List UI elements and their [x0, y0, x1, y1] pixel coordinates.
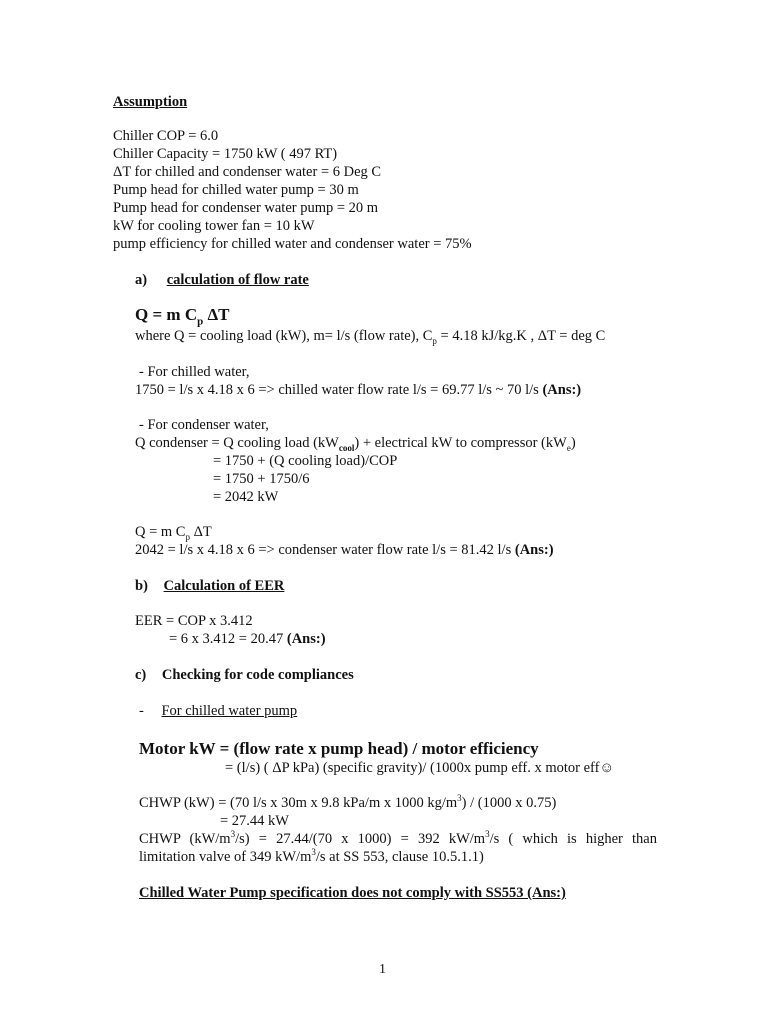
flow-formula: Q = m $C_p$ ΔT: [135, 305, 230, 328]
condenser-step: = 1750 + (Q cooling load)/COP: [213, 453, 398, 469]
section-b-heading: [135, 578, 284, 595]
section-c-heading: [135, 667, 354, 684]
assumption-line: Pump head for condenser water pump = 20 m: [113, 200, 379, 216]
assumption-line: pump efficiency for chilled water and condenser water = 75%: [113, 236, 472, 252]
assumption-line: kW for cooling tower fan = 10 kW: [113, 218, 315, 234]
chilled-water-label: - For chilled water,: [139, 364, 250, 380]
chilled-water-calc: 1750 = l/s x 4.18 x 6 => chilled water flow rate l/s = 69.77 l/s ~ 70 l/s (Ans:): [135, 382, 582, 398]
condenser-water-label: - For condenser water,: [139, 417, 269, 433]
assumption-line: Chiller Capacity = 1750 kW ( 497 RT): [113, 146, 338, 162]
compliance-conclusion: Chilled Water Pump specification does not comply with SS553 (Ans:): [139, 885, 566, 901]
section-b-marker: b): [135, 578, 148, 594]
assumption-line: Pump head for chilled water pump = 30 m: [113, 182, 359, 198]
q-formula: Q = m $C_p$ ΔT: [135, 524, 212, 542]
condenser-water-calc: 2042 = l/s x 4.18 x 6 => condenser water flow rate l/s = 81.42 l/s (Ans:): [135, 542, 554, 558]
eer-formula: EER = COP x 3.412: [135, 613, 253, 629]
chilled-pump-subheading: - For chilled water pump: [139, 703, 298, 719]
section-b-title: Calculation of EER: [163, 578, 285, 594]
motor-kw-detail: = (l/s) ( ΔP kPa) (specific gravity)/ (1000x pump eff. x motor eff☺: [225, 760, 615, 776]
section-a-marker: a): [135, 272, 148, 288]
assumption-line: Chiller COP = 6.0: [113, 128, 219, 144]
condenser-step: = 2042 kW: [213, 489, 279, 505]
assumption-heading: Assumption: [113, 94, 188, 110]
section-a-title: calculation of flow rate: [166, 272, 309, 288]
formula-where: where Q = cooling load (kW), m= l/s (flow rate), $C_p = 4.18$ kJ/kg.K , ΔT = deg C: [135, 328, 606, 346]
chwp-kw-result: = 27.44 kW: [220, 813, 289, 829]
condenser-formula: Q condenser = Q cooling load $(kW_{cool})$ + electrical kW to compressor $(kW_e)$: [135, 435, 576, 453]
chwp-kw-calc: CHWP (kW) = (70 l/s x 30m x 9.8 kPa/m x 1000 $kg/m^3) / (1000$ x 0.75): [139, 793, 557, 811]
chwp-kw-per-flow: CHWP $(kW/m^3/s) = 27.44/(70$ x 1000) = 392 $kW/m^3/s$ ( which is higher than: [139, 829, 657, 847]
eer-result: = 6 x 3.412 = 20.47 (Ans:): [169, 631, 326, 647]
motor-kw-formula: Motor kW = (flow rate x pump head) / motor efficiency: [139, 739, 539, 758]
assumption-line: ΔT for chilled and condenser water = 6 Deg C: [113, 164, 382, 180]
section-a-heading: [135, 272, 309, 289]
page-number: 1: [379, 962, 386, 977]
chwp-limitation: limitation valve of 349 $kW/m^3/s$ at SS 553, clause 10.5.1.1): [139, 847, 484, 865]
condenser-step: = 1750 + 1750/6: [213, 471, 310, 487]
section-c-marker: c): [135, 667, 147, 683]
section-c-title: Checking for code compliances: [161, 667, 354, 683]
